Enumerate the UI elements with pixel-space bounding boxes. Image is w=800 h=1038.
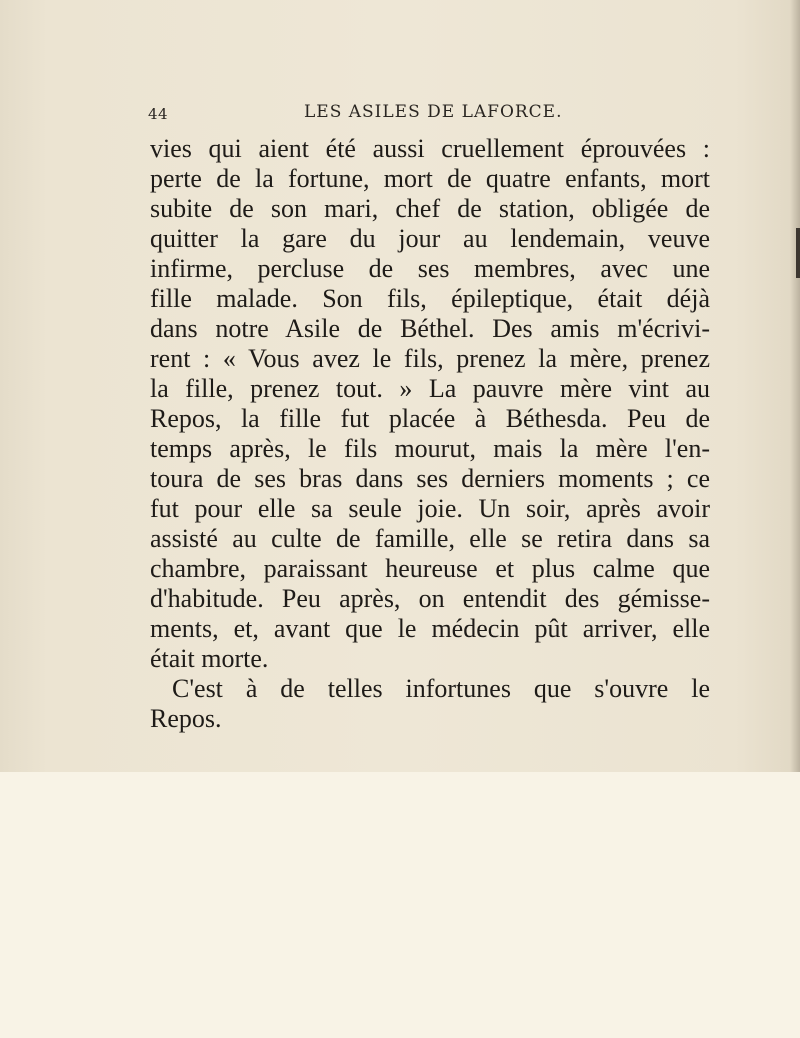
text-line: perte de la fortune, mort de quatre enfants, mort bbox=[150, 164, 710, 193]
text-line: Repos, la fille fut placée à Béthesda. Peu de bbox=[150, 404, 710, 433]
text-line: rent : « Vous avez le fils, prenez la mère, prenez bbox=[150, 344, 710, 373]
text-line: toura de ses bras dans ses derniers moments ; ce bbox=[150, 464, 710, 493]
text-line: assisté au culte de famille, elle se retira dans sa bbox=[150, 524, 710, 553]
text-line: subite de son mari, chef de station, obligée de bbox=[150, 194, 710, 223]
page-header bbox=[148, 102, 708, 132]
text-line: chambre, paraissant heureuse et plus calme que bbox=[150, 554, 710, 583]
page-number: 44 bbox=[148, 105, 169, 123]
text-line: dans notre Asile de Béthel. Des amis m'écrivi- bbox=[150, 314, 710, 343]
text-line: était morte. bbox=[150, 644, 269, 673]
text-line: la fille, prenez tout. » La pauvre mère vint au bbox=[150, 374, 710, 403]
text-line: d'habitude. Peu après, on entendit des gémisse- bbox=[150, 584, 710, 613]
text-line: fut pour elle sa seule joie. Un soir, après avoir bbox=[150, 494, 710, 523]
text-line: C'est à de telles infortunes que s'ouvre le bbox=[172, 674, 710, 703]
text-line: vies qui aient été aussi cruellement éprouvées : bbox=[150, 134, 710, 163]
body-text bbox=[150, 134, 710, 734]
running-title: LES ASILES DE LAFORCE. bbox=[304, 102, 563, 122]
text-line: Repos. bbox=[150, 704, 222, 733]
page-edge-mark bbox=[796, 228, 800, 278]
text-line: ments, et, avant que le médecin pût arriver, elle bbox=[150, 614, 710, 643]
text-line: quitter la gare du jour au lendemain, veuve bbox=[150, 224, 710, 253]
text-line: temps après, le fils mourut, mais la mère l'en- bbox=[150, 434, 710, 463]
text-line: infirme, percluse de ses membres, avec une bbox=[150, 254, 710, 283]
text-line: fille malade. Son fils, épileptique, était déjà bbox=[150, 284, 710, 313]
page-edge-shadow bbox=[790, 0, 800, 772]
